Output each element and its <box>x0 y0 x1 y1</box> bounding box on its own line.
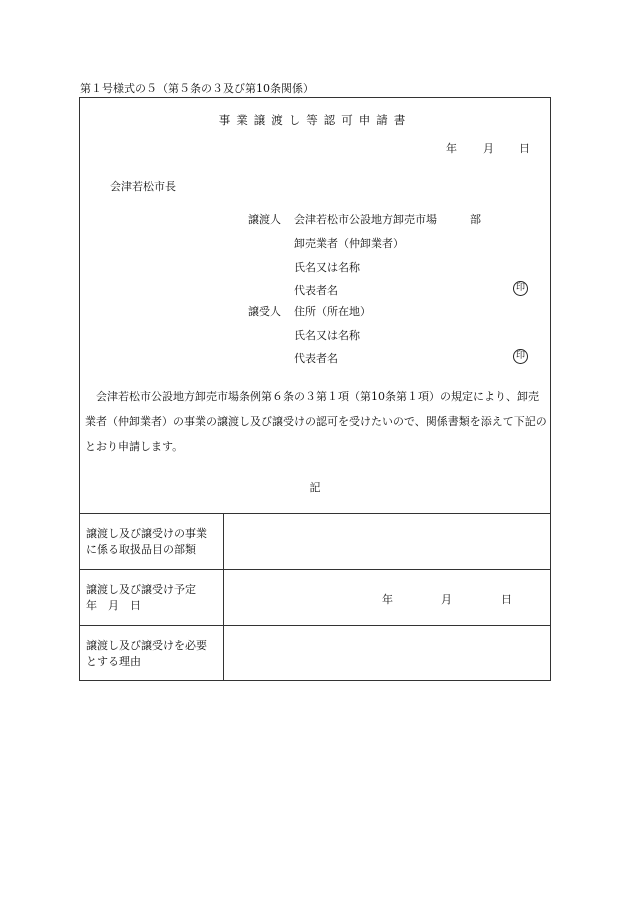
transferor-dept: 部 <box>470 213 481 226</box>
row-reason-label: 譲渡し及び譲受けを必要 とする理由 <box>86 639 207 668</box>
row-item-category-label: 譲渡し及び譲受けの事業 に係る取扱品目の部類 <box>86 527 207 556</box>
table-divider <box>80 569 550 570</box>
transferee-address-label: 住所（所在地） <box>294 305 371 318</box>
transferee-rep-label: 代表者名 <box>294 352 338 365</box>
form-number-label: 第１号様式の５（第５条の３及び第10条関係） <box>80 82 314 95</box>
addressee: 会津若松市長 <box>110 180 176 193</box>
scheduled-day-label: 日 <box>501 593 512 606</box>
transferor-name-label: 氏名又は名称 <box>294 261 360 274</box>
row-scheduled-date-label: 譲渡し及び譲受け予定 年 月 日 <box>86 583 196 612</box>
ki-heading: 記 <box>309 481 321 494</box>
date-day-label: 日 <box>519 142 530 155</box>
transferee-role: 譲受人 <box>248 305 281 318</box>
application-form <box>79 97 551 681</box>
scheduled-month-label: 月 <box>441 593 452 606</box>
transferor-role: 譲渡人 <box>248 213 281 226</box>
table-divider <box>80 625 550 626</box>
seal-icon: 印 <box>513 281 528 296</box>
application-body-text: 会津若松市公設地方卸売市場条例第６条の３第１項（第10条第１項）の規定により、卸売業者（仲卸業者）の事業の譲渡し及び譲受けの認可を受けたいので、関係書類を添えて下記のとおり申請します。 <box>85 390 547 453</box>
document-title: 事業譲渡し等認可申請書 <box>218 113 412 127</box>
transferor-rep-label: 代表者名 <box>294 284 338 297</box>
date-month-label: 月 <box>483 142 494 155</box>
date-year-label: 年 <box>446 142 457 155</box>
seal-icon: 印 <box>513 349 528 364</box>
transferee-name-label: 氏名又は名称 <box>294 329 360 342</box>
table-divider <box>80 513 550 514</box>
transferor-business: 卸売業者（仲卸業者） <box>294 237 404 250</box>
scheduled-year-label: 年 <box>382 593 393 606</box>
transferor-market: 会津若松市公設地方卸売市場 <box>294 213 437 226</box>
table-column-divider <box>223 513 224 681</box>
